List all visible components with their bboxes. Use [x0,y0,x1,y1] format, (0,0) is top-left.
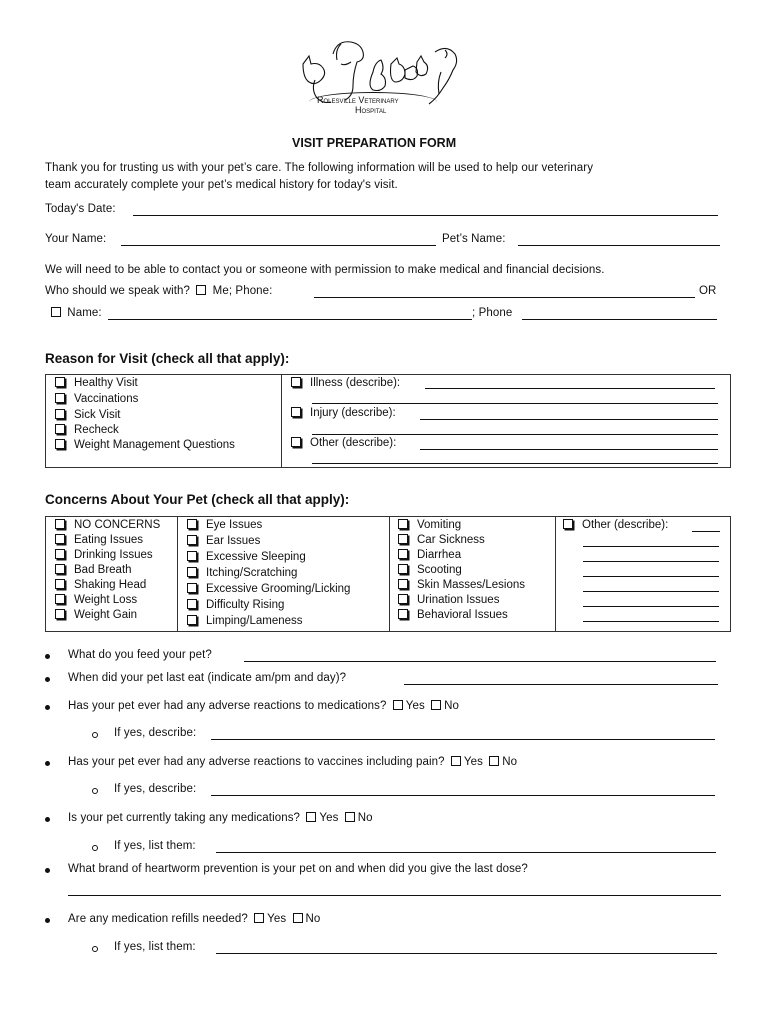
checkbox-icon [55,594,65,604]
taking-meds-list-label: If yes, list them: [114,840,196,852]
concern-weight-loss[interactable]: Weight Loss [55,594,137,606]
adverse-vacc-yes-checkbox[interactable] [451,756,461,766]
question-adverse-meds: Has your pet ever had any adverse reactions to medications? [68,700,387,712]
other-contact-name-label: Name: [67,307,102,319]
contact-instruction: We will need to be able to contact you or someone with permission to make medical and financial decisions. [45,264,605,276]
checkbox-icon [55,393,65,403]
bullet-icon [45,677,50,682]
adverse-meds-describe-label: If yes, describe: [114,727,197,739]
taking-meds-yes-checkbox[interactable] [306,812,316,822]
refills-yes-checkbox[interactable] [254,913,264,923]
taking-meds-no-checkbox[interactable] [345,812,355,822]
adverse-meds-yes-checkbox[interactable] [393,700,403,710]
heartworm-field[interactable] [68,895,721,896]
bullet-icon [45,868,50,873]
checkbox-icon [55,377,65,387]
concern-excessive-sleeping[interactable]: Excessive Sleeping [187,551,306,563]
concern-no-concerns[interactable]: NO CONCERNS [55,519,160,531]
sub-bullet-icon [92,946,98,952]
yes-label: Yes [463,756,483,768]
concern-other-field-5[interactable] [583,606,719,607]
checkbox-icon [55,579,65,589]
concerns-table [45,516,731,632]
your-name-label: Your Name: [45,233,107,245]
concern-itching-scratching[interactable]: Itching/Scratching [187,567,297,579]
pets-name-label: Pet’s Name: [442,233,506,245]
checkbox-icon [55,549,65,559]
concern-weight-gain[interactable]: Weight Gain [55,609,137,621]
concern-bad-breath[interactable]: Bad Breath [55,564,132,576]
concerns-divider-2 [389,516,390,631]
reason-divider [281,374,282,467]
concern-behavioral-issues[interactable]: Behavioral Issues [398,609,508,621]
no-label: No [502,756,518,768]
injury-field-1[interactable] [420,419,718,420]
checkbox-icon [291,437,301,447]
reason-sick-visit[interactable]: Sick Visit [55,409,120,421]
concern-difficulty-rising[interactable]: Difficulty Rising [187,599,284,611]
question-adverse-vacc-row [68,756,517,768]
refills-list-field[interactable] [216,953,717,954]
concern-diarrhea[interactable]: Diarrhea [398,549,461,561]
sub-bullet-icon [92,732,98,738]
other-reason-field-2[interactable] [312,463,718,464]
adverse-vacc-no-checkbox[interactable] [489,756,499,766]
reason-healthy-visit[interactable]: Healthy Visit [55,377,138,389]
concern-excessive-grooming[interactable]: Excessive Grooming/Licking [187,583,350,595]
concerns-divider-1 [177,516,178,631]
concern-other-field-0[interactable] [692,531,720,532]
adverse-vacc-describe-label: If yes, describe: [114,783,197,795]
concern-other-field-2[interactable] [583,561,719,562]
me-checkbox[interactable] [196,285,206,295]
question-taking-meds: Is your pet currently taking any medications? [68,812,301,824]
illness-field-2[interactable] [312,403,718,404]
no-label: No [444,700,460,712]
concern-ear-issues[interactable]: Ear Issues [187,535,260,547]
checkbox-icon [398,579,408,589]
todays-date-label: Today's Date: [45,203,116,215]
bullet-icon [45,654,50,659]
checkbox-icon [563,519,573,529]
checkbox-icon [398,534,408,544]
bullet-icon [45,918,50,923]
me-phone-field[interactable] [314,297,695,298]
who-speak-label: Who should we speak with? [45,285,191,297]
who-speak-row [45,285,272,297]
todays-date-field[interactable] [133,215,718,216]
checkbox-icon [187,551,197,561]
checkbox-icon [187,599,197,609]
your-name-field[interactable] [121,245,436,246]
concern-other-field-1[interactable] [583,546,719,547]
checkbox-icon [398,564,408,574]
concern-other-field-4[interactable] [583,591,719,592]
checkbox-icon [55,534,65,544]
question-adverse-meds-row [68,700,459,712]
checkbox-icon [187,535,197,545]
intro-line-1: Thank you for trusting us with your pet’s care. The following information will be used to help our veterinary [45,162,594,174]
checkbox-icon [398,609,408,619]
question-adverse-vacc: Has your pet ever had any adverse reactions to vaccines including pain? [68,756,445,768]
checkbox-icon [398,519,408,529]
concern-limping-lameness[interactable]: Limping/Lameness [187,615,303,627]
concern-urination-issues[interactable]: Urination Issues [398,594,499,606]
checkbox-icon [398,549,408,559]
checkbox-icon [398,594,408,604]
checkbox-icon [55,519,65,529]
checkbox-icon [55,564,65,574]
feed-field[interactable] [244,661,716,662]
sub-bullet-icon [92,788,98,794]
concerns-divider-3 [555,516,556,631]
concern-car-sickness[interactable]: Car Sickness [398,534,485,546]
adverse-meds-no-checkbox[interactable] [431,700,441,710]
injury-field-2[interactable] [312,434,718,435]
yes-label: Yes [405,700,425,712]
concern-shaking-head[interactable]: Shaking Head [55,579,146,591]
last-eat-field[interactable] [404,684,718,685]
logo-name-line2: Hospital [355,105,387,115]
question-refills-row [68,913,320,925]
pets-name-field[interactable] [518,245,720,246]
question-taking-meds-row [68,812,373,824]
intro-line-2: team accurately complete your pet’s medical history for today's visit. [45,179,398,191]
adverse-vacc-describe-field[interactable] [211,795,715,796]
sub-bullet-icon [92,845,98,851]
reason-injury[interactable]: Injury (describe): [291,407,396,419]
refills-list-label: If yes, list them: [114,941,196,953]
checkbox-icon [187,567,197,577]
other-contact-phone-label: ; Phone [472,307,513,319]
yes-label: Yes [267,913,287,925]
other-contact-row [48,307,102,319]
reason-other[interactable]: Other (describe): [291,437,396,449]
other-contact-name-field[interactable] [108,319,472,320]
checkbox-icon [55,439,65,449]
other-reason-field-1[interactable] [420,449,718,450]
reason-illness[interactable]: Illness (describe): [291,377,400,389]
other-contact-checkbox[interactable] [51,307,61,317]
checkbox-icon [55,609,65,619]
reason-heading: Reason for Visit (check all that apply): [45,351,290,366]
checkbox-icon [291,377,301,387]
question-heartworm: What brand of heartworm prevention is your pet on and when did you give the last dose? [68,863,528,875]
logo-name-line1: Rolesville Veterinary [317,95,399,105]
adverse-meds-describe-field[interactable] [211,739,715,740]
checkbox-icon [187,583,197,593]
yes-label: Yes [319,812,339,824]
bullet-icon [45,817,50,822]
concern-other-field-3[interactable] [583,576,719,577]
checkbox-icon [187,615,197,625]
checkbox-icon [187,519,197,529]
concern-scooting[interactable]: Scooting [398,564,462,576]
question-refills: Are any medication refills needed? [68,913,248,925]
concern-other-field-6[interactable] [583,621,719,622]
reason-vaccinations[interactable]: Vaccinations [55,393,138,405]
refills-no-checkbox[interactable] [293,913,303,923]
no-label: No [357,812,373,824]
concerns-heading: Concerns About Your Pet (check all that apply): [45,492,350,507]
concern-skin-masses[interactable]: Skin Masses/Lesions [398,579,525,591]
bullet-icon [45,761,50,766]
illness-field-1[interactable] [425,388,715,389]
concern-drinking-issues[interactable]: Drinking Issues [55,549,153,561]
hospital-logo [295,32,445,122]
checkbox-icon [55,424,65,434]
checkbox-icon [55,409,65,419]
no-label: No [305,913,321,925]
concern-eating-issues[interactable]: Eating Issues [55,534,143,546]
concern-other[interactable]: Other (describe): [563,519,668,531]
concern-eye-issues[interactable]: Eye Issues [187,519,262,531]
other-contact-phone-field[interactable] [522,319,717,320]
reason-recheck[interactable]: Recheck [55,424,119,436]
checkbox-icon [291,407,301,417]
question-feed: What do you feed your pet? [68,649,212,661]
reason-weight-management[interactable]: Weight Management Questions [55,439,235,451]
taking-meds-list-field[interactable] [216,852,716,853]
me-phone-label: Me; Phone: [212,285,273,297]
question-last-eat: When did your pet last eat (indicate am/pm and day)? [68,672,347,684]
concern-vomiting[interactable]: Vomiting [398,519,461,531]
form-title: VISIT PREPARATION FORM [292,136,457,150]
or-label: OR [699,285,717,297]
bullet-icon [45,705,50,710]
